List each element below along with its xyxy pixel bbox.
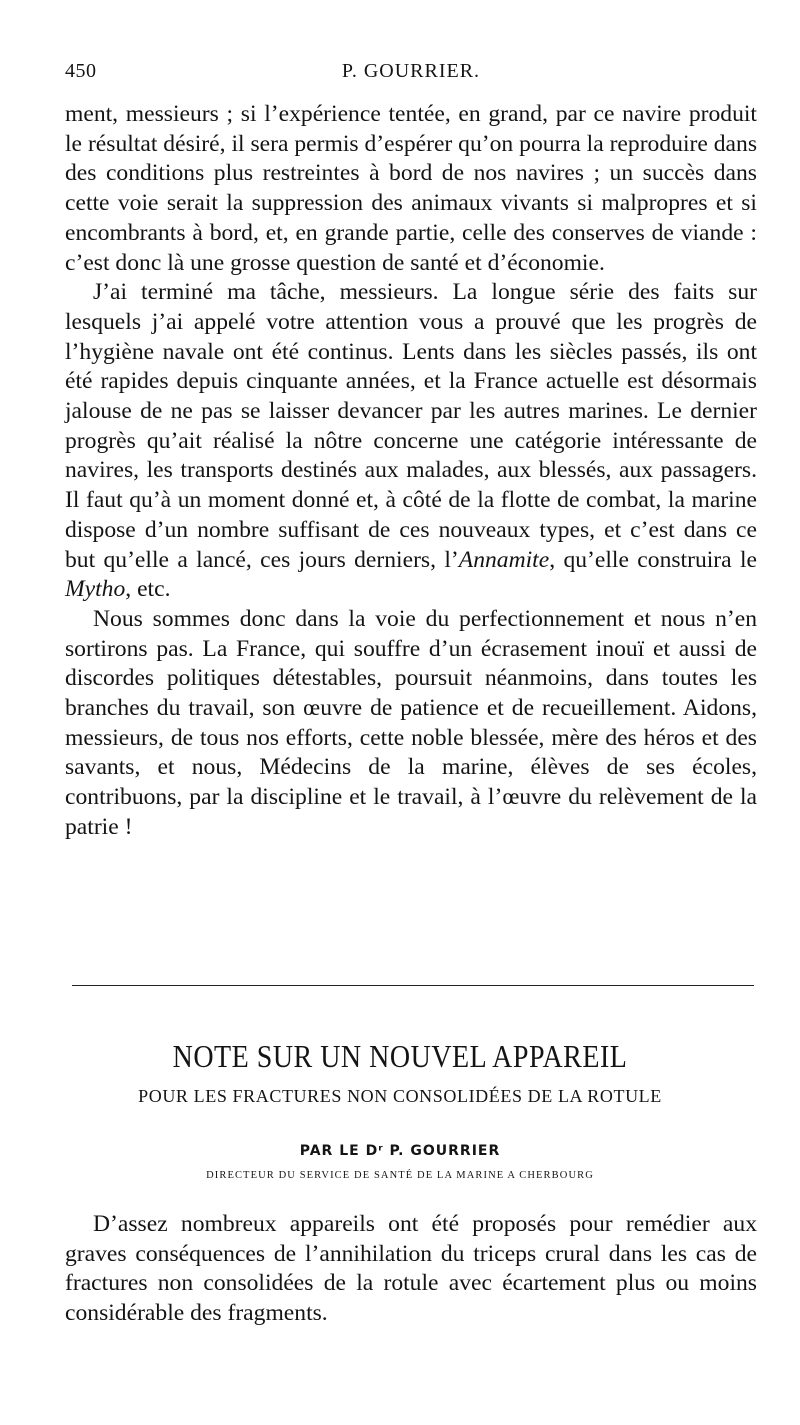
running-head: P. GOURRIER. bbox=[341, 60, 481, 82]
author-byline: PAR LE Dʳ P. GOURRIER bbox=[299, 1143, 501, 1159]
page-header bbox=[65, 60, 757, 88]
paragraph-final: Nous sommes donc dans la voie du perfectionnement et nous n’en sortirons pas. La France, qui souffre d’un écrasement inouï et aussi de discordes politiques détestables, poursuit néanmoins, dans toutes les branches du travail, son œuvre de patience et de recueillement. Aidons, messieurs, de tous nos efforts, cette noble blessée, mère des héros et des savants, et nous, Médecins de la marine, élèves de ses écoles, contribuons, par la discipline et le travail, à l’œuvre du relèvement de la patrie ! bbox=[65, 605, 757, 840]
paragraph-intro: D’assez nombreux appareils ont été proposés pour remédier aux graves conséquences de l’annihilation du triceps crural dans les cas de fractures non consolidées de la rotule avec écartement plus ou moins considérable des fragments. bbox=[65, 1211, 757, 1327]
paragraph-text: J’ai terminé ma tâche, messieurs. La longue série des faits sur lesquels j’ai appelé votre attention vous a prouvé que les progrès de l’hygiène navale ont été continus. Lents dans les siècles passés, ils ont été rapides depuis cinquante années, et la France actuelle est désormais jalouse de ne pas se laisser devancer par les autres marines. Le dernier progrès qu’ait réalisé la nôtre concerne une catégorie intéressante de navires, les transports destinés aux malades, aux blessés, aux passagers. Il faut qu’à un moment donné et, à côté de la flotte de combat, la marine dispose d’un nombre suffisant de ces nouveaux types, et c’est dans ce but qu’elle a lancé, ces jours derniers, l’ bbox=[65, 279, 757, 573]
ship-name-mytho: Mytho bbox=[65, 576, 126, 603]
page-number: 450 bbox=[65, 60, 97, 82]
paragraph-text: , qu’elle construira le bbox=[549, 546, 758, 573]
closing-text bbox=[65, 100, 757, 843]
section-divider bbox=[72, 985, 754, 986]
paragraph-text: , etc. bbox=[125, 576, 171, 603]
ship-name-annamite: Annamite bbox=[458, 546, 550, 573]
paragraph-continued: ment, messieurs ; si l’expérience tentée, en grand, par ce navire produit le résultat désiré, il sera permis d’espérer qu’on pourra la reproduire dans des conditions plus restreintes à bord de nos navires ; un succès dans cette voie serait la suppression des animaux vivants si malpropres et si encombrants à bord, et, en grande partie, celle des conserves de viande : c’est donc là une grosse question de santé et d’économie. bbox=[65, 101, 757, 276]
article-subtitle: POUR LES FRACTURES NON CONSOLIDÉES DE LA ROTULE bbox=[138, 1086, 662, 1106]
article-title: NOTE SUR UN NOUVEL APPAREIL bbox=[172, 1039, 628, 1076]
article-intro bbox=[65, 1210, 757, 1329]
paragraph-conclusion bbox=[65, 278, 757, 605]
author-affiliation: DIRECTEUR DU SERVICE DE SANTÉ DE LA MARINE A CHERBOURG bbox=[206, 1170, 594, 1181]
